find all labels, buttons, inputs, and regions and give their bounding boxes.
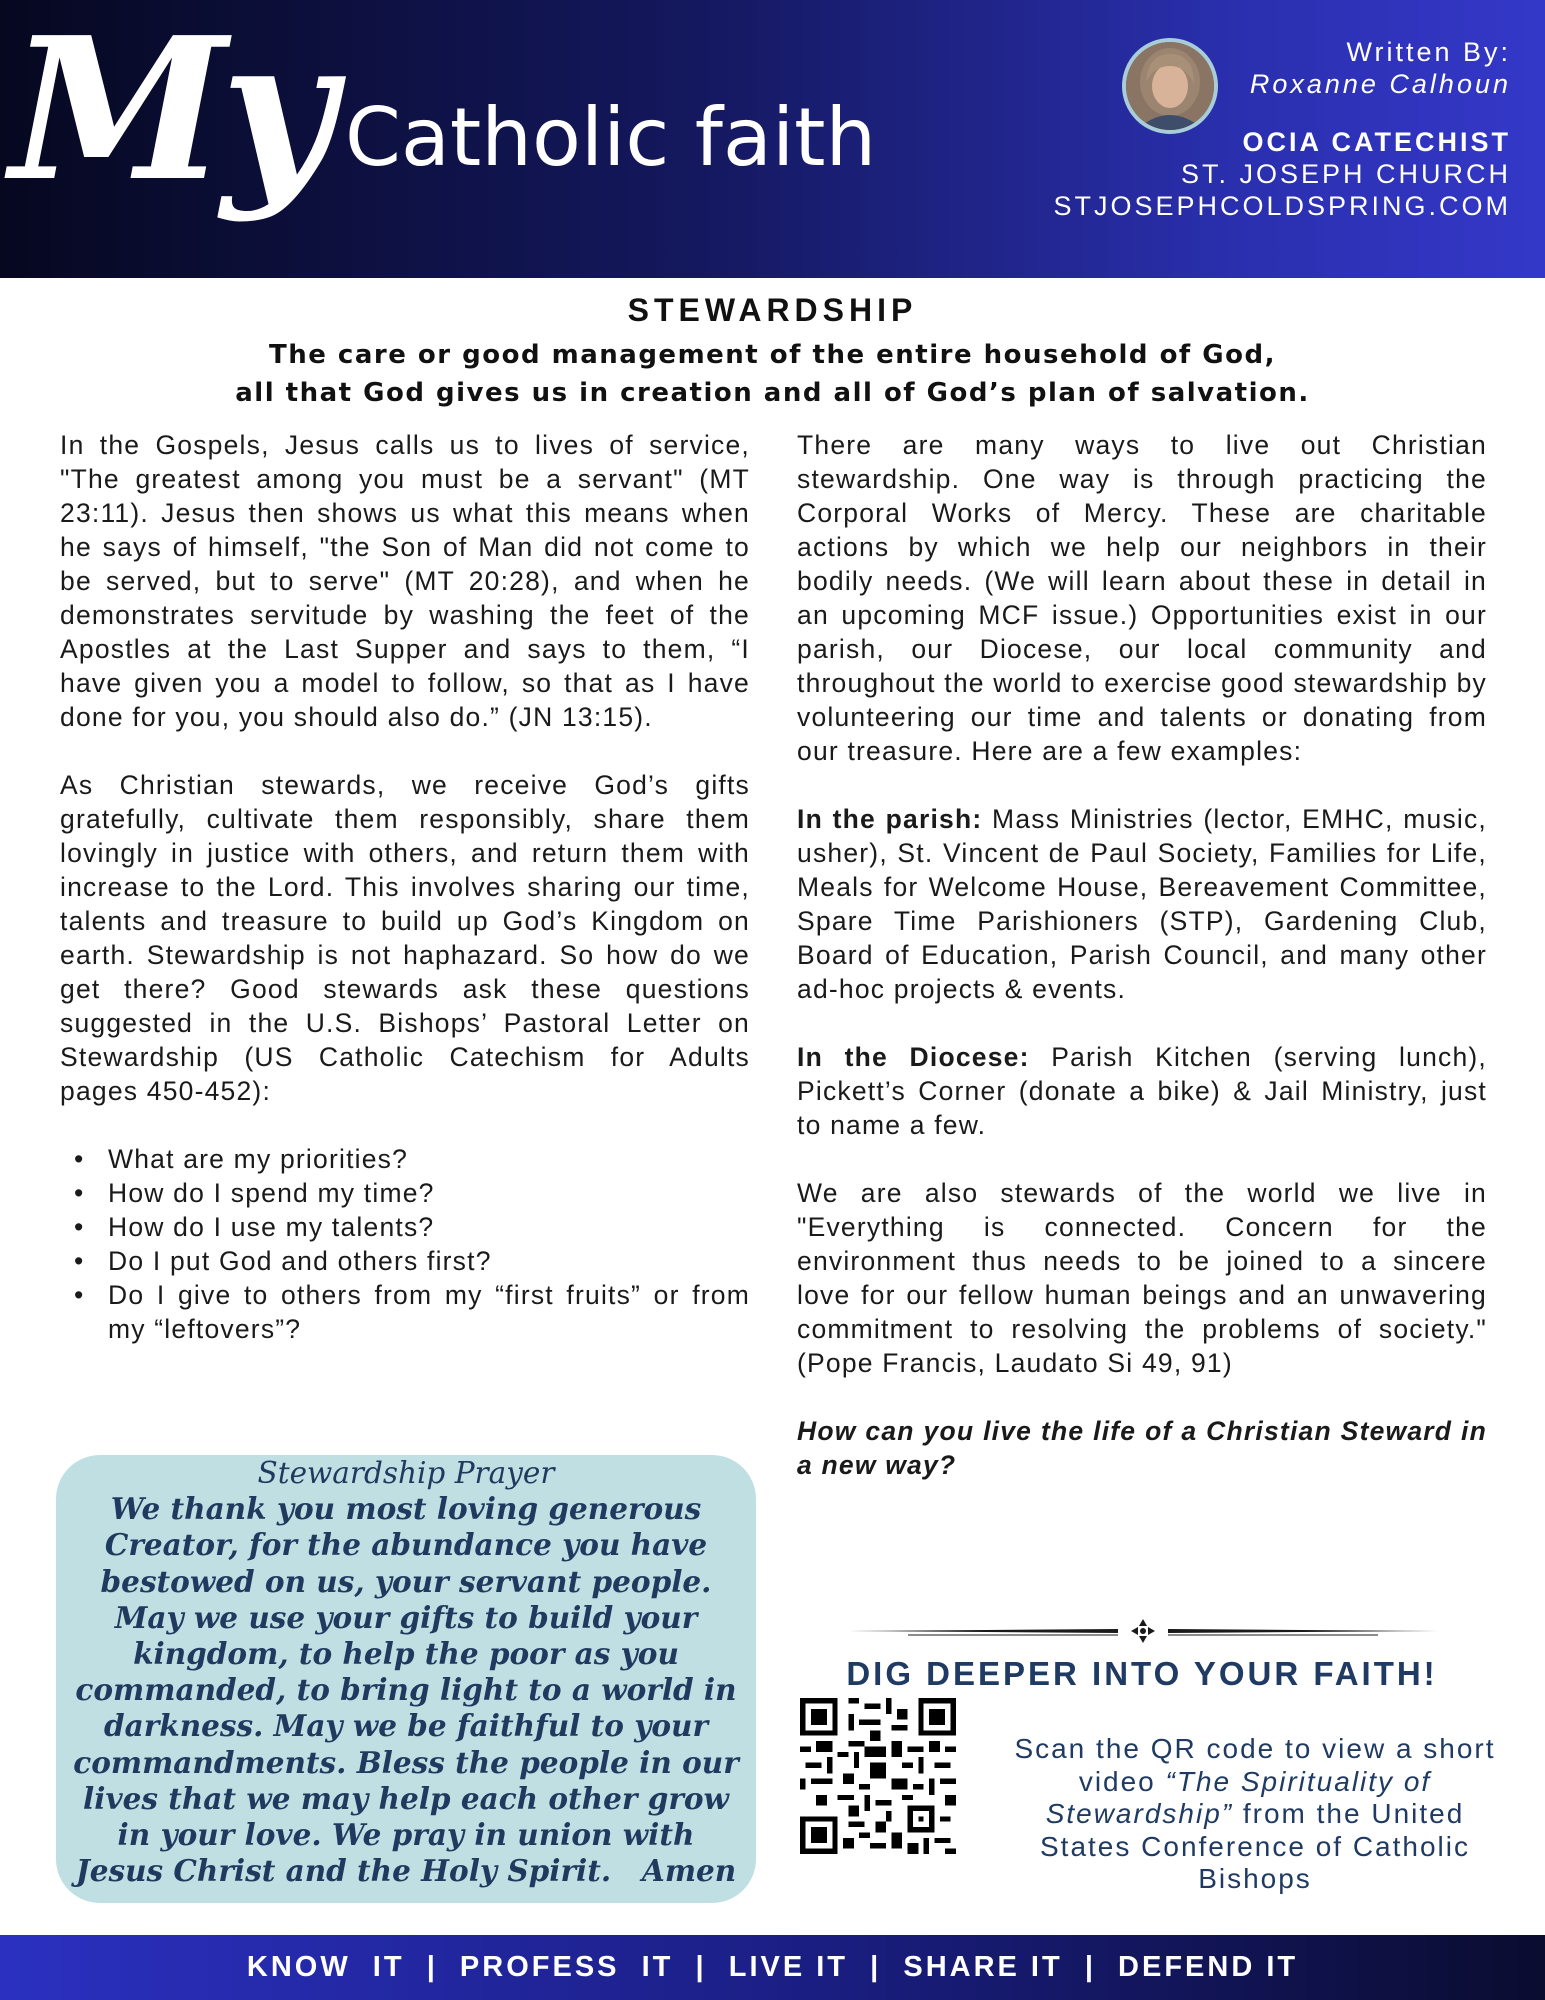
- author-credits: [1053, 36, 1511, 222]
- left-paragraph-1: In the Gospels, Jesus calls us to lives of service, "The greatest among you must be a servant" (MT 23:11). Jesus then shows us what this means when he says of himself, "the Son of Man did not come to be served, but to serve" (MT 20:28), and when he demonstrates servitude by washing the feet of the Apostles at the Last Supper and says to them, “I have given you a model to follow, so that as I have done for you, you should also do.” (JN 13:15).: [60, 430, 750, 732]
- page-title: STEWARDSHIP: [627, 292, 918, 328]
- laudato-si-paragraph: We are also stewards of the world we live in "Everything is connected. Concern for the environment thus needs to be joined to a sincere love for our fellow human beings and an unwavering commitment to resolving the problems of society." (Pope Francis, Laudato Si 49, 91): [797, 1178, 1487, 1378]
- left-paragraph-2: As Christian stewards, we receive God’s gifts gratefully, cultivate them responsibly, share them lovingly in justice with others, and return them with increase to the Lord. This involves sharing our time, talents and treasure to build up God’s Kingdom on earth. Stewardship is not haphazard. So how do we get there? Good stewards ask these questions suggested in the U.S. Bishops’ Pastoral Letter on Stewardship (US Catholic Catechism for Adults pages 450-452):: [60, 770, 750, 1106]
- qr-code-icon[interactable]: [800, 1698, 956, 1854]
- prayer-title: Stewardship Prayer: [257, 1456, 555, 1490]
- right-column: [797, 428, 1487, 1482]
- brand-catholic-faith: Catholic faith: [345, 91, 877, 184]
- cross-ornament-icon: [1131, 1619, 1155, 1643]
- questions-list: [60, 1142, 750, 1346]
- prayer-line: darkness. May we be faithful to your: [103, 1708, 709, 1744]
- reflection-question: How can you live the life of a Christian Steward in a new way?: [797, 1416, 1487, 1480]
- subtitle-line-1: The care or good management of the entire household of God,: [269, 340, 1276, 370]
- author-name: Roxanne Calhoun: [1249, 69, 1511, 99]
- right-paragraph-1: There are many ways to live out Christian stewardship. One way is through practicing the Corporal Works of Mercy. These are charitable actions by which we help our neighbors in their bodily needs. (We will learn about these in detail in an upcoming MCF issue.) Opportunities exist in our parish, our Diocese, our local community and throughout the world to exercise good stewardship by volunteering our time and talents or donating from our treasure. Here are a few examples:: [797, 430, 1487, 766]
- list-item: • How do I use my talents?: [60, 1210, 750, 1244]
- scan-text-pre: Scan the QR code to view a short video: [1014, 1733, 1496, 1797]
- prayer-line: We thank you most loving generous: [110, 1491, 702, 1527]
- subtitle-line-2: all that God gives us in creation and all of God’s plan of salvation.: [235, 378, 1310, 408]
- parish-label: In the parish:: [797, 804, 983, 834]
- prayer-line: May we use your gifts to build your: [114, 1599, 698, 1635]
- page-subtitle: [0, 336, 1545, 412]
- brand-my: My: [10, 0, 329, 225]
- list-item: • What are my priorities?: [60, 1142, 750, 1176]
- dig-deeper-heading: DIG DEEPER INTO YOUR FAITH!: [846, 1655, 1438, 1692]
- stewardship-prayer-box: [56, 1455, 756, 1903]
- header-banner: [0, 0, 1545, 278]
- video-title: “The Spirituality of Stewardship”: [1045, 1765, 1432, 1829]
- prayer-line: kingdom, to help the poor as you: [133, 1636, 679, 1672]
- prayer-line: Jesus Christ and the Holy Spirit. Amen: [75, 1853, 737, 1889]
- ornament-divider: [848, 1616, 1438, 1646]
- prayer-line: in your love. We pray in union with: [117, 1817, 695, 1853]
- author-role: OCIA CATECHIST: [1242, 127, 1511, 157]
- diocese-label: In the Diocese:: [797, 1042, 1030, 1072]
- church-name: ST. JOSEPH CHURCH: [1180, 159, 1511, 189]
- prayer-line: commanded, to bring light to a world in: [75, 1672, 737, 1708]
- scan-qr-text: [1010, 1733, 1500, 1896]
- written-by-label: Written By:: [1346, 37, 1511, 67]
- prayer-line: commandments. Bless the people in our: [73, 1744, 739, 1780]
- footer-banner: KNOW IT | PROFESS IT | LIVE IT | SHARE IT | DEFEND IT: [0, 1935, 1545, 2000]
- prayer-body: [56, 1491, 756, 1889]
- left-column: [60, 428, 750, 1346]
- list-item: • Do I give to others from my “first fruits” or from my “leftovers”?: [60, 1278, 750, 1346]
- parish-paragraph: [797, 802, 1487, 1006]
- prayer-line: Creator, for the abundance you have: [104, 1527, 708, 1563]
- parish-text: Mass Ministries (lector, EMHC, music, usher), St. Vincent de Paul Society, Families for Life, Meals for Welcome House, Bereavement Committee, Spare Time Parishioners (STP), Gardening Club, Board of Education, Parish Council, and many other ad-hoc projects & events.: [797, 804, 1487, 1004]
- diocese-text: Parish Kitchen (serving lunch), Pickett’s Corner (donate a bike) & Jail Ministry, just to name a few.: [797, 1042, 1487, 1140]
- prayer-line: lives that we may help each other grow: [83, 1780, 729, 1816]
- list-item: • Do I put God and others first?: [60, 1244, 750, 1278]
- list-item: • How do I spend my time?: [60, 1176, 750, 1210]
- scan-text-post: from the United States Conference of Catholic Bishops: [1040, 1798, 1470, 1894]
- prayer-line: bestowed on us, your servant people.: [100, 1563, 712, 1599]
- diocese-paragraph: [797, 1040, 1487, 1142]
- church-website: STJOSEPHCOLDSPRING.COM: [1053, 191, 1511, 221]
